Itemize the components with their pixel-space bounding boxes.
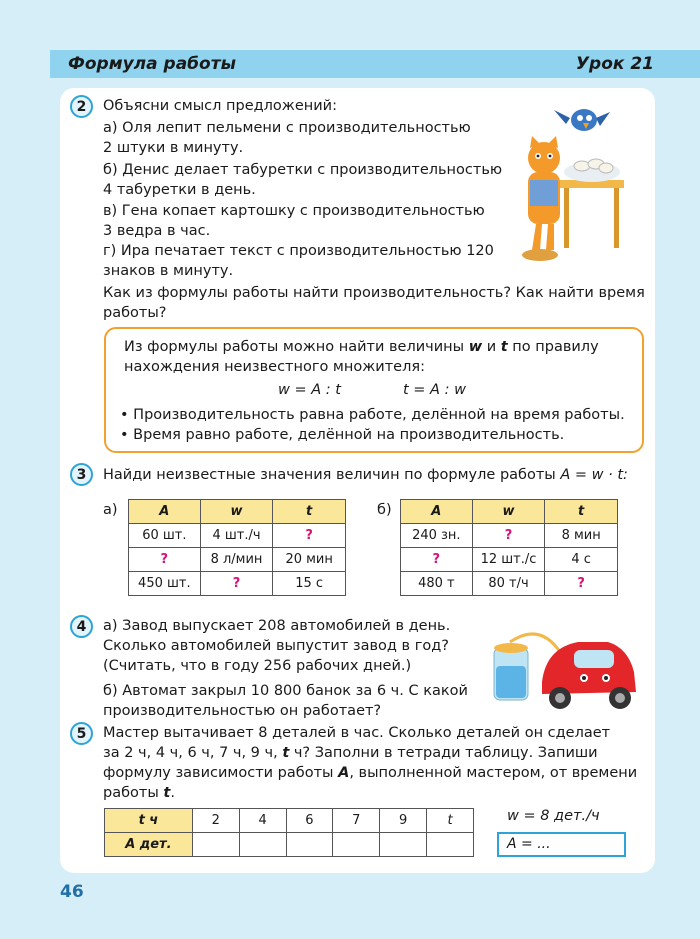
task5-line2-a: за 2 ч, 4 ч, 6 ч, 7 ч, 9 ч, xyxy=(103,745,278,761)
car-jar-illustration xyxy=(490,622,640,712)
task4-a-line1: а) Завод выпускает 208 автомобилей в день. xyxy=(103,618,451,634)
item-b-line2: 4 табуретки в день. xyxy=(103,182,256,198)
task-number-badge xyxy=(70,95,93,118)
table-row xyxy=(129,548,346,572)
rule-bullet-1-text: Производительность равна работе, делённой на время работы. xyxy=(133,407,625,423)
table-cell: 240 зн. xyxy=(401,524,473,548)
table-b xyxy=(400,499,618,596)
unknown-cell: ? xyxy=(545,572,618,596)
empty-cell xyxy=(333,833,380,857)
header-cell-work: A дет. xyxy=(105,833,193,857)
unknown-cell: ? xyxy=(129,548,201,572)
table-cell: 4 шт./ч xyxy=(200,524,273,548)
item-c-line2: 3 ведра в час. xyxy=(103,223,211,239)
answer-box: A = ... xyxy=(497,832,626,857)
task4-b-line1: б) Автомат закрыл 10 800 банок за 6 ч. С какой xyxy=(103,683,468,699)
task4-b-line2: производительностью он работает? xyxy=(103,703,382,719)
table-header-row xyxy=(129,500,346,524)
header-cell-A: A xyxy=(401,500,473,524)
task-number-badge xyxy=(70,463,93,486)
table-row xyxy=(401,572,618,596)
chapter-title: Формула работы xyxy=(68,54,236,74)
lesson-number: Урок 21 xyxy=(575,54,654,74)
table-cell: 8 л/мин xyxy=(200,548,273,572)
task-number: 4 xyxy=(76,618,87,635)
table-cell: t xyxy=(427,809,474,833)
task5-line3-a: формулу зависимости работы xyxy=(103,765,334,781)
empty-cell xyxy=(239,833,286,857)
rule-intro-and: и xyxy=(486,339,497,355)
task5-line4-b: . xyxy=(170,785,175,801)
lesson-header xyxy=(50,50,700,78)
task4-a-line3: (Считать, что в году 256 рабочих дней.) xyxy=(103,658,412,674)
rule-var-w: w xyxy=(468,339,483,355)
task5-var-A: A xyxy=(338,765,350,781)
table-cell: 480 т xyxy=(401,572,473,596)
rule-intro xyxy=(124,337,599,357)
empty-cell xyxy=(427,833,474,857)
task-number: 2 xyxy=(76,98,87,115)
task5-table xyxy=(104,808,474,857)
task3-prompt xyxy=(103,465,628,485)
given-productivity: w = 8 дет./ч xyxy=(507,808,600,824)
task4-a-line2: Сколько автомобилей выпустит завод в год? xyxy=(103,638,449,654)
table-cell: 15 с xyxy=(273,572,346,596)
task-number: 5 xyxy=(76,725,87,742)
task5-line4-a: работы xyxy=(103,785,159,801)
rule-intro-text-b: по правилу xyxy=(512,339,599,355)
item-b-line1: б) Денис делает табуретки с производительностью xyxy=(103,162,503,178)
unknown-cell: ? xyxy=(273,524,346,548)
table-row xyxy=(401,548,618,572)
table-cell: 60 шт. xyxy=(129,524,201,548)
table-row xyxy=(105,809,474,833)
task-number-badge xyxy=(70,722,93,745)
table-row xyxy=(401,524,618,548)
table-cell: 4 с xyxy=(545,548,618,572)
table-row xyxy=(105,833,474,857)
formula-t: t = A : w xyxy=(403,382,466,398)
formula-w: w = A : t xyxy=(278,382,341,398)
header-cell-t: t xyxy=(273,500,346,524)
task5-line2 xyxy=(103,743,598,763)
unknown-cell: ? xyxy=(200,572,273,596)
question-line2: работы? xyxy=(103,305,167,321)
unknown-cell: ? xyxy=(472,524,545,548)
rule-bullet-2: • Время равно работе, делённой на производительность. xyxy=(120,427,565,443)
task-prompt: Объясни смысл предложений: xyxy=(103,98,337,114)
rule-var-t: t xyxy=(500,339,508,355)
task3-formula: A = w · t: xyxy=(560,467,628,483)
task-number: 3 xyxy=(76,466,87,483)
empty-cell xyxy=(286,833,333,857)
item-d-line1: г) Ира печатает текст с производительностью 120 xyxy=(103,243,494,259)
table-cell: 12 шт./с xyxy=(472,548,545,572)
table-cell: 6 xyxy=(286,809,333,833)
task5-line3-b: , выполненной мастером, от времени xyxy=(349,765,638,781)
item-a-line1: а) Оля лепит пельмени с производительностью xyxy=(103,120,471,136)
rule-intro-text-a: Из формулы работы можно найти величины xyxy=(124,339,465,355)
item-a-line2: 2 штуки в минуту. xyxy=(103,140,244,156)
task5-var-t: t xyxy=(282,745,290,761)
cat-dumplings-illustration xyxy=(510,100,630,265)
header-cell-w: w xyxy=(472,500,545,524)
table-cell: 80 т/ч xyxy=(472,572,545,596)
table-cell: 7 xyxy=(333,809,380,833)
rule-intro-line2: нахождения неизвестного множителя: xyxy=(124,359,425,375)
unknown-cell: ? xyxy=(401,548,473,572)
table-cell: 20 мин xyxy=(273,548,346,572)
table-cell: 450 шт. xyxy=(129,572,201,596)
header-cell-w: w xyxy=(200,500,273,524)
header-cell-time: t ч xyxy=(105,809,193,833)
table-row xyxy=(129,524,346,548)
task3-prompt-text: Найди неизвестные значения величин по формуле работы xyxy=(103,467,556,483)
header-cell-A: A xyxy=(129,500,201,524)
table-b-label: б) xyxy=(377,502,392,518)
task5-line3 xyxy=(103,763,637,783)
table-a xyxy=(128,499,346,596)
task5-line2-b: ч? Заполни в тетради таблицу. Запиши xyxy=(293,745,598,761)
table-cell: 2 xyxy=(192,809,239,833)
rule-bullet-2-text: Время равно работе, делённой на производительность. xyxy=(133,427,565,443)
task-number-badge xyxy=(70,615,93,638)
question-line1: Как из формулы работы найти производительность? Как найти время xyxy=(103,285,645,301)
item-c-line1: в) Гена копает картошку с производительностью xyxy=(103,203,485,219)
rule-bullet-1: • Производительность равна работе, делённой на время работы. xyxy=(120,407,625,423)
header-cell-t: t xyxy=(545,500,618,524)
table-row xyxy=(129,572,346,596)
empty-cell xyxy=(380,833,427,857)
table-cell: 9 xyxy=(380,809,427,833)
empty-cell xyxy=(192,833,239,857)
table-cell: 8 мин xyxy=(545,524,618,548)
item-d-line2: знаков в минуту. xyxy=(103,263,234,279)
table-cell: 4 xyxy=(239,809,286,833)
task5-line4 xyxy=(103,783,175,803)
task5-var-t2: t xyxy=(163,785,171,801)
task5-line1: Мастер вытачивает 8 деталей в час. Сколько деталей он сделает xyxy=(103,725,611,741)
page-number: 46 xyxy=(60,882,84,902)
table-a-label: а) xyxy=(103,502,118,518)
table-header-row xyxy=(401,500,618,524)
